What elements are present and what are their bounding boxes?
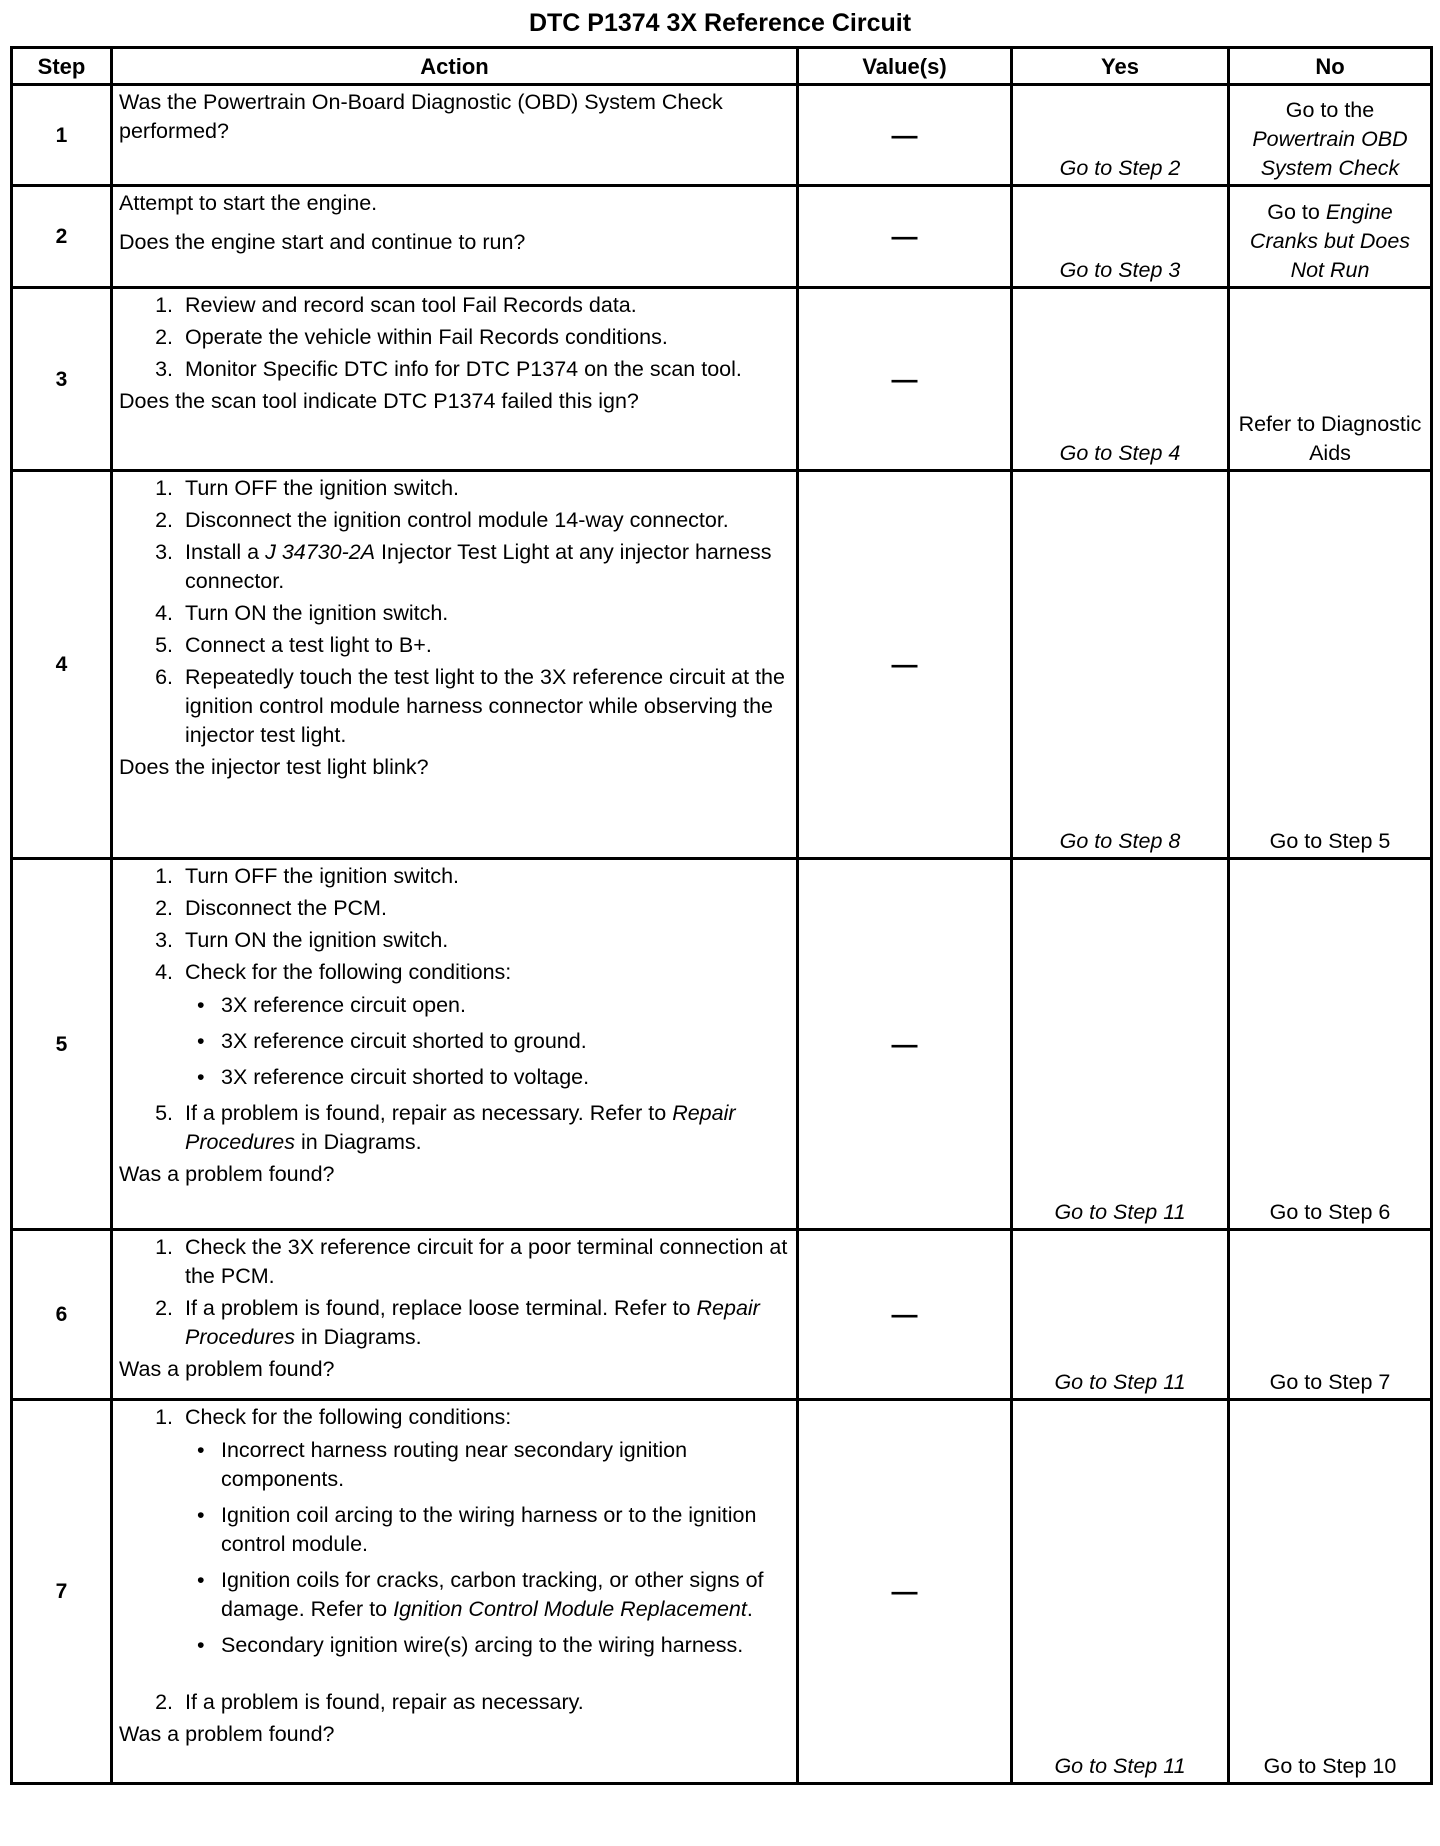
diagnostic-table (10, 46, 1433, 1785)
condition-item: • 3X reference circuit shorted to voltage. (215, 1063, 790, 1092)
list-item: 3. Monitor Specific DTC info for DTC P1374 on the scan tool. (179, 355, 790, 384)
item-text: Check for the following conditions: (185, 960, 512, 984)
no-cell: Go to Step 10 (1229, 1400, 1432, 1784)
action-list (119, 1403, 790, 1717)
no-reference: Powertrain OBD System Check (1252, 127, 1408, 180)
action-list (119, 862, 790, 1157)
no-cell: Go to Step 5 (1229, 471, 1432, 859)
no-cell: Go to Step 7 (1229, 1230, 1432, 1400)
yes-cell: Go to Step 11 (1012, 1230, 1229, 1400)
list-item: 1. Review and record scan tool Fail Records data. (179, 291, 790, 320)
action-cell (112, 85, 798, 186)
step-number: 5 (12, 859, 112, 1230)
step-number: 4 (12, 471, 112, 859)
list-item: 1. Check the 3X reference circuit for a poor terminal connection at the PCM. (179, 1233, 790, 1291)
list-item: 3. Turn ON the ignition switch. (179, 926, 790, 955)
yes-cell: Go to Step 2 (1012, 85, 1229, 186)
action-question: Does the engine start and continue to run? (119, 230, 526, 254)
table-row (12, 1230, 1432, 1400)
item-text: . (746, 1597, 753, 1621)
step-number: 7 (12, 1400, 112, 1784)
step-number: 1 (12, 85, 112, 186)
no-reference: Engine Cranks but Does Not Run (1249, 200, 1411, 282)
list-item (179, 958, 790, 1092)
yes-cell: Go to Step 11 (1012, 1400, 1229, 1784)
condition-item (215, 1566, 790, 1624)
action-line: Attempt to start the engine. (119, 191, 378, 215)
list-item: 1. Turn OFF the ignition switch. (179, 474, 790, 503)
procedure-reference: Ignition Control Module Replacement (393, 1597, 747, 1621)
list-item (179, 538, 790, 596)
item-text: Install a (185, 540, 260, 564)
procedure-reference: Repair Procedures (185, 1296, 760, 1349)
header-step: Step (12, 48, 112, 85)
value-dash: — (798, 471, 1012, 859)
list-item: 2. Disconnect the ignition control module 14-way connector. (179, 506, 790, 535)
no-prefix: Go to (1267, 200, 1320, 224)
value-dash: — (798, 85, 1012, 186)
page-title: DTC P1374 3X Reference Circuit (528, 9, 912, 37)
item-text: Check for the following conditions: (185, 1405, 512, 1429)
table-row (12, 288, 1432, 471)
action-cell (112, 471, 798, 859)
value-dash: — (798, 288, 1012, 471)
step-number: 3 (12, 288, 112, 471)
condition-item: • Ignition coil arcing to the wiring harness or to the ignition control module. (215, 1501, 790, 1559)
list-item: 2. If a problem is found, repair as necessary. (179, 1688, 790, 1717)
action-cell (112, 859, 798, 1230)
list-item (179, 1403, 790, 1660)
action-question: Does the scan tool indicate DTC P1374 failed this ign? (119, 389, 639, 413)
condition-item: • 3X reference circuit open. (215, 991, 790, 1020)
action-question: Does the injector test light blink? (119, 755, 429, 779)
item-text: Ignition coils for cracks, carbon tracking, or other signs of damage. Refer to (221, 1568, 764, 1621)
list-item: 2. Operate the vehicle within Fail Records conditions. (179, 323, 790, 352)
action-question: Was a problem found? (119, 1357, 335, 1381)
list-item (179, 1099, 790, 1157)
action-question: Was a problem found? (119, 1162, 335, 1186)
item-text: If a problem is found, repair as necessary. Refer to (185, 1101, 667, 1125)
action-cell (112, 186, 798, 288)
yes-cell: Go to Step 4 (1012, 288, 1229, 471)
list-item: 2. Disconnect the PCM. (179, 894, 790, 923)
list-item: 4. Turn ON the ignition switch. (179, 599, 790, 628)
no-prefix: Go to the (1285, 98, 1375, 122)
list-item: 6. Repeatedly touch the test light to the 3X reference circuit at the ignition control module harness connector while observing the injector test light. (179, 663, 790, 750)
condition-item: • Secondary ignition wire(s) arcing to the wiring harness. (215, 1631, 790, 1660)
table-row (12, 859, 1432, 1230)
no-cell: Refer to Diagnostic Aids (1229, 288, 1432, 471)
header-yes: Yes (1012, 48, 1229, 85)
yes-cell: Go to Step 8 (1012, 471, 1229, 859)
item-text: in Diagrams. (300, 1325, 422, 1349)
value-dash: — (798, 1400, 1012, 1784)
action-list (119, 1233, 790, 1352)
condition-item: • 3X reference circuit shorted to ground. (215, 1027, 790, 1056)
tool-reference: J 34730-2A (265, 540, 376, 564)
table-row (12, 471, 1432, 859)
no-cell (1229, 85, 1432, 186)
action-cell (112, 1230, 798, 1400)
value-dash: — (798, 1230, 1012, 1400)
condition-list (185, 991, 790, 1092)
yes-cell: Go to Step 11 (1012, 859, 1229, 1230)
table-row (12, 186, 1432, 288)
step-number: 6 (12, 1230, 112, 1400)
list-item: 1. Turn OFF the ignition switch. (179, 862, 790, 891)
no-cell: Go to Step 6 (1229, 859, 1432, 1230)
item-text: If a problem is found, replace loose terminal. Refer to (185, 1296, 691, 1320)
yes-cell: Go to Step 3 (1012, 186, 1229, 288)
value-dash: — (798, 186, 1012, 288)
action-list (119, 291, 790, 384)
list-item (179, 1294, 790, 1352)
table-row (12, 85, 1432, 186)
header-row (12, 48, 1432, 85)
condition-list (185, 1436, 790, 1660)
no-cell (1229, 186, 1432, 288)
item-text: in Diagrams. (300, 1130, 422, 1154)
item-text: Injector Test Light at any injector harness connector. (185, 540, 772, 593)
procedure-reference: Repair Procedures (185, 1101, 736, 1154)
action-cell (112, 1400, 798, 1784)
action-list (119, 474, 790, 750)
header-action: Action (112, 48, 798, 85)
step-number: 2 (12, 186, 112, 288)
table-row (12, 1400, 1432, 1784)
header-values: Value(s) (798, 48, 1012, 85)
action-cell (112, 288, 798, 471)
action-question: Was a problem found? (119, 1722, 335, 1746)
header-no: No (1229, 48, 1432, 85)
list-item: 5. Connect a test light to B+. (179, 631, 790, 660)
value-dash: — (798, 859, 1012, 1230)
condition-item: • Incorrect harness routing near secondary ignition components. (215, 1436, 790, 1494)
action-question: Was the Powertrain On-Board Diagnostic (OBD) System Check performed? (119, 90, 723, 143)
